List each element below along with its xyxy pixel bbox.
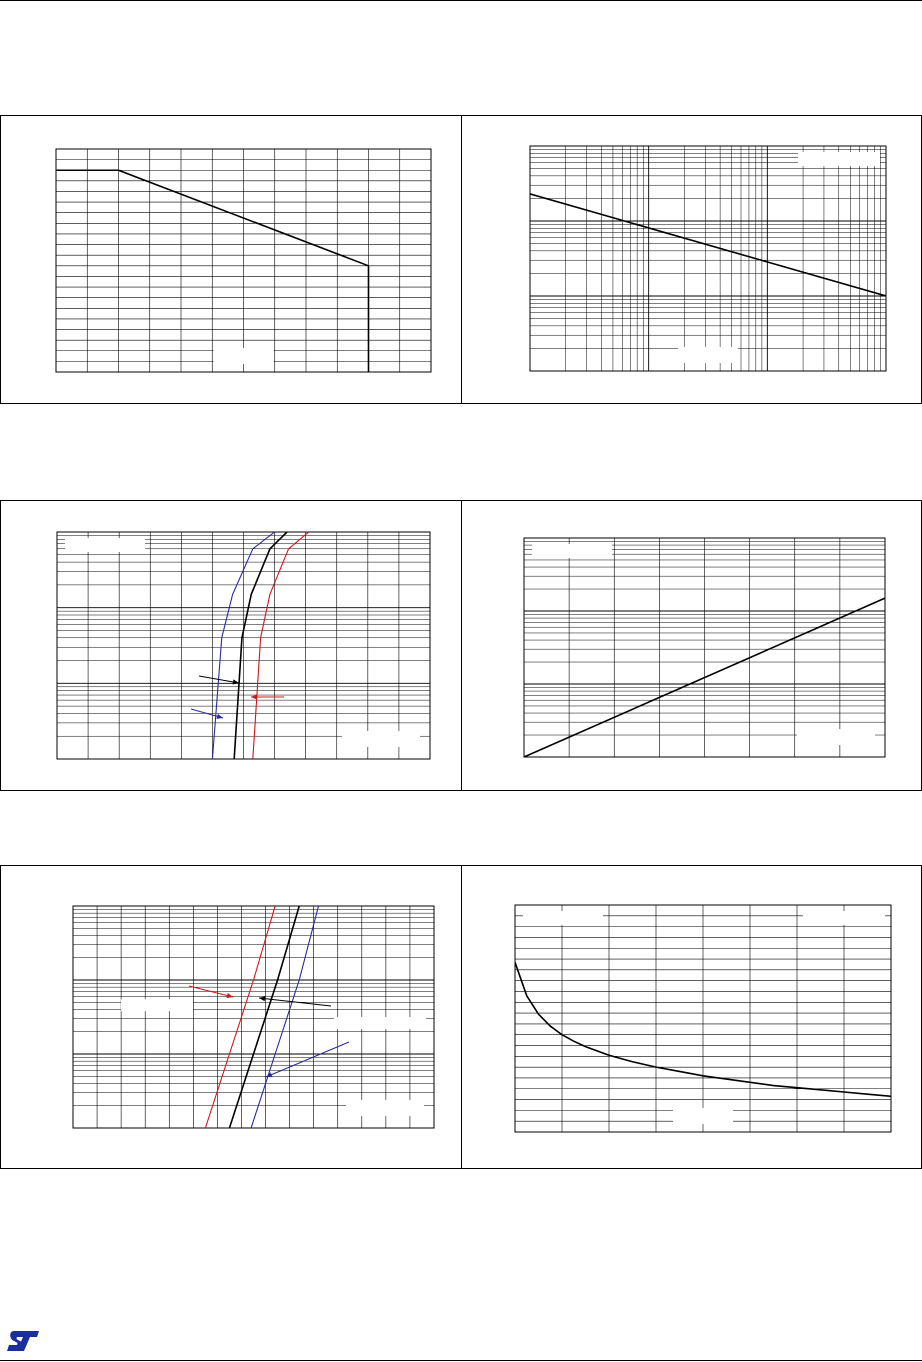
chart-2 bbox=[462, 116, 922, 405]
header-rule bbox=[0, 0, 922, 1]
figure-panel-2 bbox=[461, 115, 922, 404]
annotation-box bbox=[523, 911, 603, 925]
annotation-box bbox=[346, 1100, 424, 1116]
annotation-box bbox=[798, 152, 880, 166]
chart-5 bbox=[1, 866, 463, 1170]
figure-panel-6 bbox=[461, 865, 922, 1169]
annotation-box bbox=[65, 538, 145, 552]
annotation-box bbox=[673, 1108, 733, 1124]
annotation-box bbox=[803, 911, 885, 925]
chart-4 bbox=[462, 501, 922, 792]
chart-1 bbox=[1, 116, 463, 405]
st-logo-icon bbox=[6, 1329, 40, 1353]
chart-6 bbox=[462, 866, 922, 1170]
figure-panel-1 bbox=[0, 115, 462, 404]
annotation-box bbox=[532, 544, 612, 558]
footer-rule bbox=[0, 1360, 922, 1361]
figure-panel-3 bbox=[0, 500, 462, 791]
figure-panel-4 bbox=[461, 500, 922, 791]
plot-area bbox=[530, 146, 886, 371]
annotation-box bbox=[797, 729, 875, 745]
annotation-box bbox=[334, 1017, 426, 1029]
figure-panel-5 bbox=[0, 865, 462, 1169]
annotation-box bbox=[342, 731, 420, 747]
annotation-box bbox=[214, 348, 274, 364]
annotation-box bbox=[121, 999, 193, 1011]
st-logo bbox=[6, 1329, 40, 1353]
annotation-box bbox=[678, 347, 738, 363]
chart-3 bbox=[1, 501, 463, 792]
